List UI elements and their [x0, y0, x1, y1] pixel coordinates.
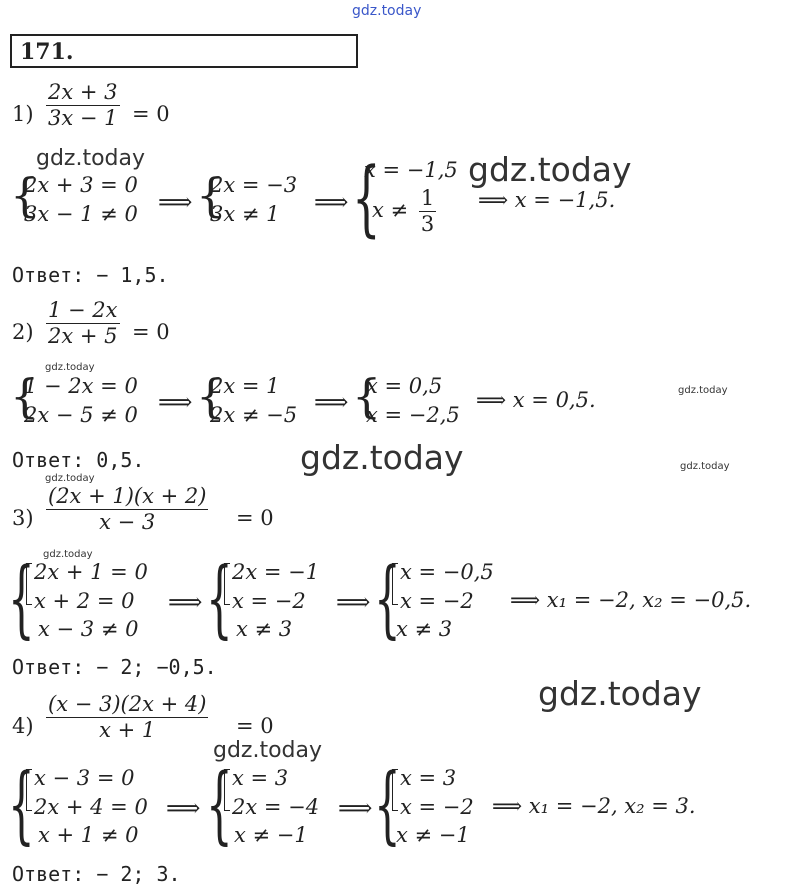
system-line: x = −2	[232, 589, 306, 613]
system-line: x = −2	[400, 589, 474, 613]
answer: Ответ: − 2; −0,5.	[12, 655, 217, 679]
result: ⟹ x = 0,5.	[476, 388, 596, 412]
implies-arrow: ⟹	[314, 188, 349, 216]
watermark: gdz.today	[680, 461, 730, 472]
system-line: 2x = −3	[210, 173, 298, 197]
implies-arrow: ⟹	[158, 388, 193, 416]
not-equal-lhs: x ≠	[372, 198, 409, 222]
system-line: 2x + 3 = 0	[24, 173, 138, 197]
system-line: x = −1,5	[364, 158, 458, 182]
system-line: x = 3	[232, 766, 289, 790]
result: ⟹ x₁ = −2, x₂ = 3.	[492, 794, 696, 818]
denominator: x − 3	[99, 510, 156, 534]
numerator: 1 − 2x	[48, 298, 118, 322]
numerator: 2x + 3	[48, 80, 118, 104]
set-bracket	[392, 563, 398, 605]
equals-zero: = 0	[236, 714, 274, 738]
system-line: x ≠ 3	[236, 617, 293, 641]
watermark: gdz.today	[36, 146, 146, 171]
result: ⟹ x = −1,5.	[478, 188, 616, 212]
set-bracket	[26, 769, 32, 811]
problem-4-fraction	[46, 694, 208, 741]
set-bracket	[224, 563, 230, 605]
system-line: 2x + 1 = 0	[34, 560, 148, 584]
denominator: x + 1	[99, 718, 156, 742]
system-line: x − 3 ≠ 0	[38, 617, 139, 641]
system-brace: {	[196, 168, 226, 222]
system-line: x ≠ 3	[396, 617, 453, 641]
system-line: x = 3	[400, 766, 457, 790]
system-line: x = −0,5	[400, 560, 494, 584]
problem-3-fraction	[46, 486, 208, 533]
system-line: x = −2	[400, 795, 474, 819]
system-line: x ≠ −1	[234, 823, 308, 847]
watermark: gdz.today	[213, 738, 323, 763]
problem-1-fraction	[46, 82, 120, 129]
watermark: gdz.today	[300, 438, 464, 477]
system-brace: {	[10, 168, 40, 222]
system-line	[372, 188, 436, 235]
system-line: x − 3 = 0	[34, 766, 135, 790]
watermark-top: gdz.today	[352, 3, 422, 19]
system-brace: {	[206, 755, 233, 853]
watermark: gdz.today	[538, 674, 702, 713]
system-brace: {	[374, 549, 401, 647]
system-line: x + 2 = 0	[34, 589, 135, 613]
equals-zero: = 0	[132, 102, 170, 126]
problem-2-fraction	[46, 300, 120, 347]
system-line: x = 0,5	[366, 374, 443, 398]
system-brace: {	[206, 549, 233, 647]
problem-1-label: 1)	[12, 102, 34, 126]
problem-4-label: 4)	[12, 714, 34, 738]
answer: Ответ: − 2; 3.	[12, 862, 181, 886]
numerator: (x − 3)(2x + 4)	[48, 692, 207, 716]
system-brace: {	[196, 369, 226, 423]
implies-arrow: ⟹	[168, 588, 203, 616]
task-number: 171.	[20, 39, 74, 65]
system-line: 1 − 2x = 0	[24, 374, 138, 398]
result: ⟹ x₁ = −2, x₂ = −0,5.	[510, 588, 752, 612]
system-brace: {	[374, 755, 401, 853]
system-brace: {	[8, 549, 35, 647]
implies-arrow: ⟹	[314, 388, 349, 416]
answer: Ответ: 0,5.	[12, 448, 145, 472]
task-number-box	[10, 34, 358, 68]
system-line: 2x − 5 ≠ 0	[24, 403, 138, 427]
set-bracket	[26, 563, 32, 605]
implies-arrow: ⟹	[338, 794, 373, 822]
system-line: 3x ≠ 1	[210, 202, 280, 226]
system-brace: {	[10, 369, 40, 423]
equals-zero: = 0	[236, 506, 274, 530]
system-line: 2x + 4 = 0	[34, 795, 148, 819]
set-bracket	[392, 769, 398, 811]
watermark: gdz.today	[678, 385, 728, 396]
system-brace: {	[8, 755, 35, 853]
system-line: 2x ≠ −5	[210, 403, 298, 427]
denominator: 2x + 5	[48, 324, 118, 348]
watermark: gdz.today	[45, 473, 95, 484]
equals-zero: = 0	[132, 320, 170, 344]
system-line: x = −2,5	[366, 403, 460, 427]
system-brace: {	[352, 151, 381, 246]
watermark: gdz.today	[43, 549, 93, 560]
problem-2-label: 2)	[12, 320, 34, 344]
numerator: 1	[420, 186, 435, 210]
problem-3-label: 3)	[12, 506, 34, 530]
watermark: gdz.today	[45, 362, 95, 373]
implies-arrow: ⟹	[158, 188, 193, 216]
system-line: 3x − 1 ≠ 0	[24, 202, 138, 226]
implies-arrow: ⟹	[166, 794, 201, 822]
denominator: 3	[420, 212, 435, 236]
system-line: 2x = −1	[232, 560, 320, 584]
system-line: 2x = 1	[210, 374, 280, 398]
system-line: x + 1 ≠ 0	[38, 823, 139, 847]
numerator: (2x + 1)(x + 2)	[48, 484, 207, 508]
implies-arrow: ⟹	[336, 588, 371, 616]
watermark: gdz.today	[468, 150, 632, 189]
answer: Ответ: − 1,5.	[12, 263, 169, 287]
denominator: 3x − 1	[48, 106, 118, 130]
system-brace: {	[352, 369, 382, 423]
set-bracket	[224, 769, 230, 811]
system-line: 2x = −4	[232, 795, 320, 819]
system-line: x ≠ −1	[396, 823, 470, 847]
